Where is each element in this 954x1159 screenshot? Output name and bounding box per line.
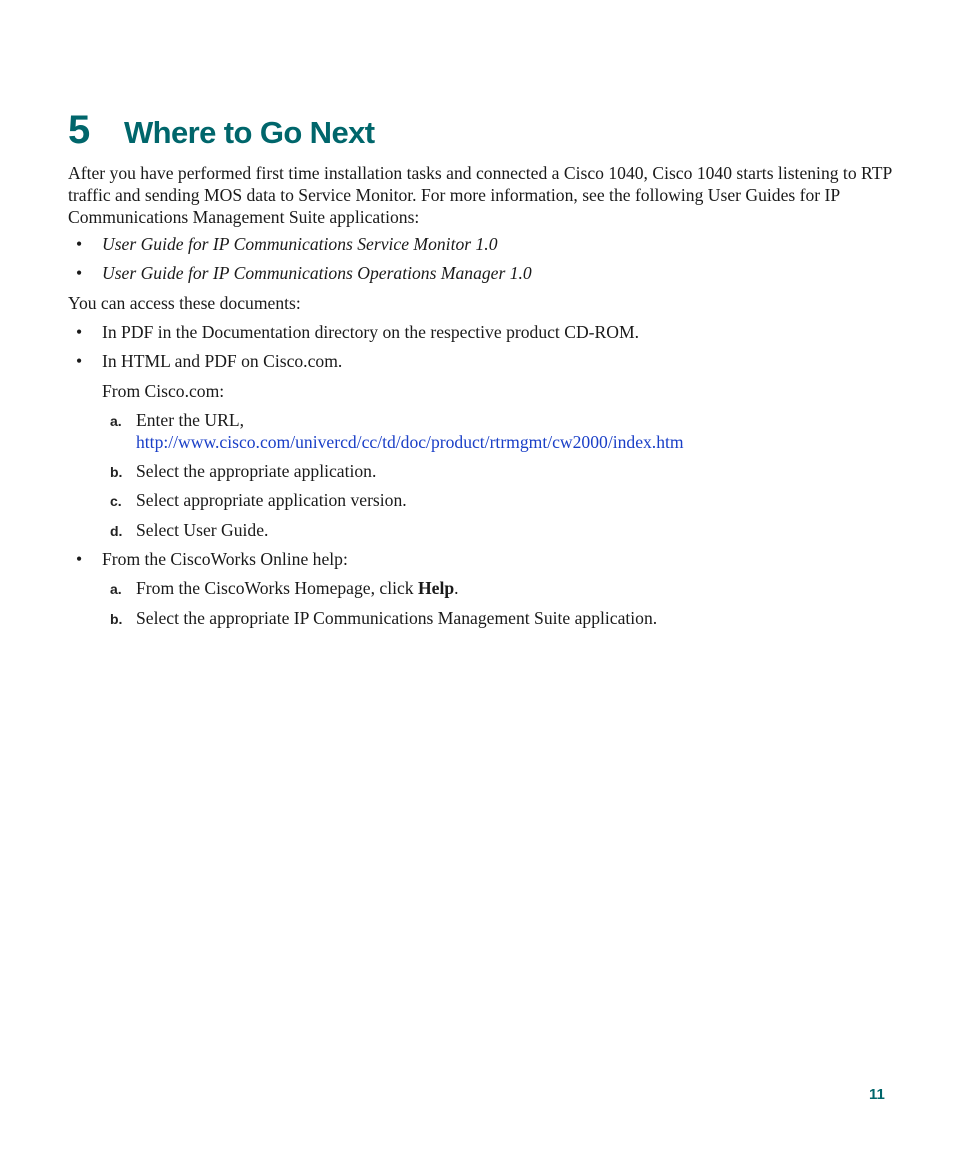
page-number: 11 (869, 1086, 885, 1103)
bullet-icon: • (76, 549, 83, 569)
section-number: 5 (68, 108, 91, 152)
step-text: Enter the URL, (136, 410, 244, 430)
guide-list-item (76, 233, 498, 255)
step-text: Select the appropriate IP Communications Management Suite application. (136, 608, 658, 628)
step-text: Select appropriate application version. (136, 490, 407, 510)
guide-title: User Guide for IP Communications Service Monitor 1.0 (102, 234, 498, 254)
bullet-icon: • (76, 263, 83, 283)
step-label: b. (110, 611, 123, 627)
step-text: Select the appropriate application. (136, 461, 377, 481)
bullet-icon: • (76, 234, 83, 254)
access-intro: You can access these documents: (68, 293, 301, 313)
access-online-text: From the CiscoWorks Online help: (102, 549, 348, 569)
online-step-a (110, 577, 459, 600)
access-list-item (76, 548, 348, 570)
intro-paragraph: After you have performed first time installation tasks and connected a Cisco 1040, Cisco 1040 starts listening to RTP traffic and sending MOS data to Service Monitor. For more information, see the following User Guides for IP Communications Management Suite applications: (68, 163, 892, 227)
step-label: d. (110, 523, 123, 539)
step-label: a. (110, 581, 122, 597)
bullet-icon: • (76, 351, 83, 371)
section-heading (68, 108, 374, 153)
step-a (110, 409, 244, 432)
step-text-end: . (454, 578, 459, 598)
bullet-icon: • (76, 322, 83, 342)
access-list-item (76, 350, 342, 372)
step-c (110, 489, 407, 512)
step-text: From the CiscoWorks Homepage, click (136, 578, 418, 598)
step-text: Select User Guide. (136, 520, 269, 540)
from-cisco-label: From Cisco.com: (102, 381, 225, 401)
online-step-b (110, 607, 657, 630)
step-label: a. (110, 413, 122, 429)
help-keyword: Help (417, 578, 455, 598)
access-html-text: In HTML and PDF on Cisco.com. (102, 351, 343, 371)
guide-list-item (76, 262, 532, 284)
access-list-item (76, 321, 639, 343)
guide-title: User Guide for IP Communications Operations Manager 1.0 (102, 263, 532, 283)
step-label: b. (110, 464, 123, 480)
access-pdf-text: In PDF in the Documentation directory on the respective product CD-ROM. (102, 322, 639, 342)
step-d (110, 519, 268, 542)
section-title: Where to Go Next (124, 115, 375, 150)
cisco-url-link[interactable]: http://www.cisco.com/univercd/cc/td/doc/product/rtrmgmt/cw2000/index.htm (136, 432, 684, 452)
step-b (110, 460, 376, 483)
step-label: c. (110, 493, 122, 509)
